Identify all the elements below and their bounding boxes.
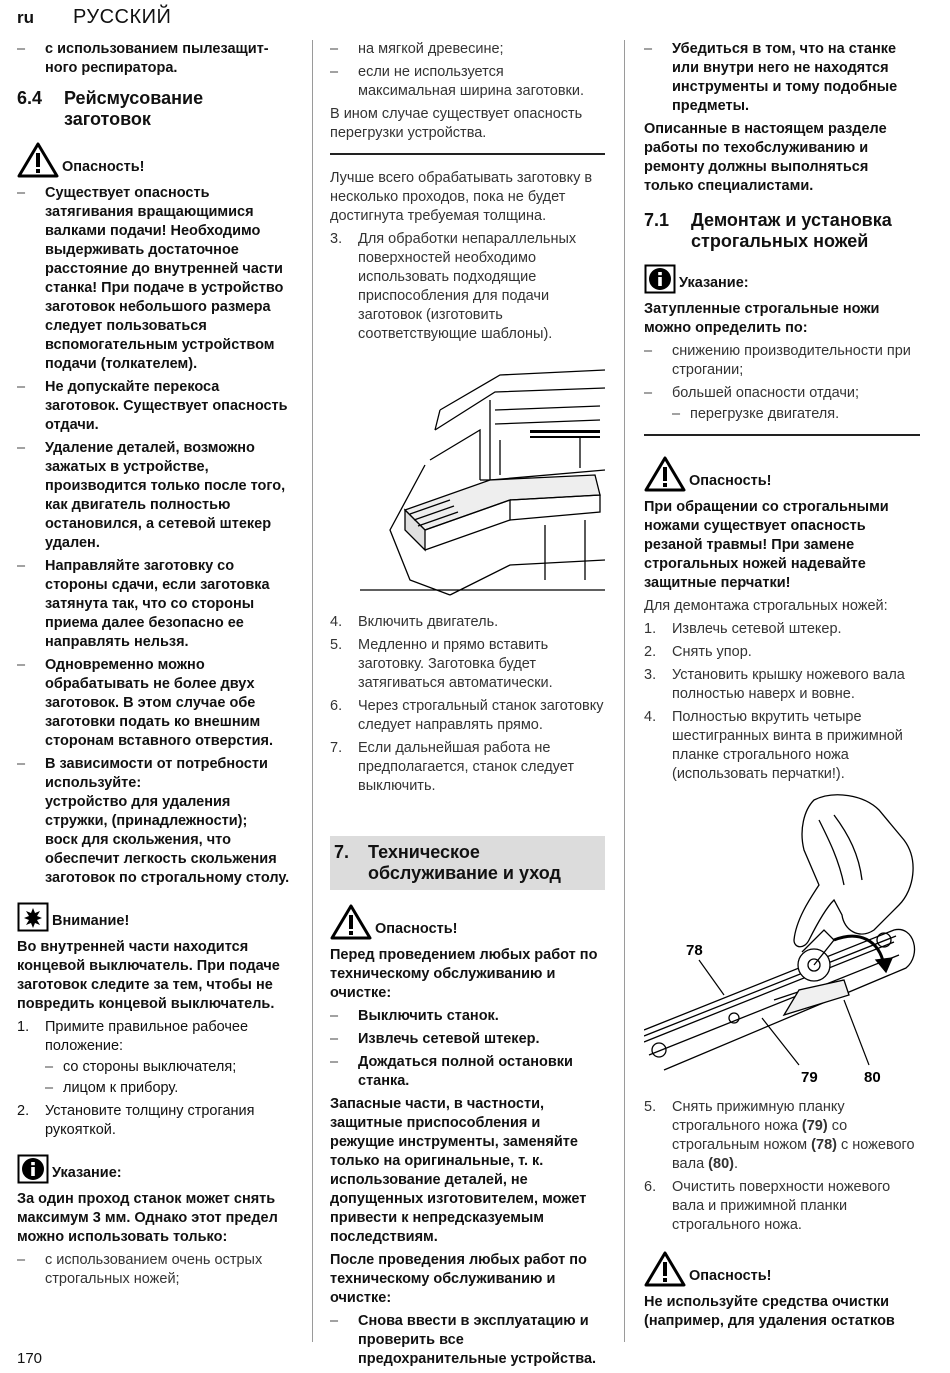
list-item: – Дождаться полной остановки станка. <box>330 1053 605 1091</box>
warning-triangle-icon <box>644 456 686 492</box>
step-item <box>17 1102 291 1140</box>
steps-list <box>330 230 605 344</box>
step-number: 2. <box>644 643 657 660</box>
best-practice-text: Лучше всего обрабатывать заготовку в несколько проходов, пока не будет достигнута требуемая толщина. <box>330 170 593 224</box>
planer-illustration <box>330 350 605 605</box>
after-service-list <box>330 1312 605 1369</box>
step-text: Через строгальный станок заготовку следует направлять прямо. <box>358 698 604 733</box>
danger-intro: Перед проведением любых работ по техническому обслуживанию и очистке: <box>330 947 598 1001</box>
list-item: – Извлечь сетевой штекер. <box>330 1030 605 1049</box>
column-divider <box>312 40 313 1342</box>
list-item <box>17 755 291 888</box>
list-item-line: устройство для удаления стружки, (принадлежности); <box>45 794 248 829</box>
danger-label: Опасность! <box>689 472 772 489</box>
section-title: Демонтаж и установка строгальных ножей <box>691 210 892 251</box>
step-item <box>644 708 920 784</box>
step-item <box>644 1098 920 1174</box>
list-item: – с использованием пылезащит-ного респиратора. <box>17 40 291 78</box>
list-item: – Выключить станок. <box>330 1007 605 1026</box>
warning-triangle-icon <box>644 1251 686 1287</box>
step-number: 2. <box>17 1103 30 1119</box>
list-item: – Снова ввести в эксплуатацию и проверить все предохранительные устройства. <box>330 1312 605 1369</box>
step-text: Снять прижимную планку строгального ножа <box>672 1098 845 1134</box>
step-item <box>17 1018 291 1098</box>
step-text: Если дальнейшая работа не предполагается, станок следует выключить. <box>358 740 574 794</box>
list-item: – Одновременно можно обрабатывать не более двух заготовок. В этом случае обе заготовки подать ко внешним сторонам вставного отверстия. <box>17 656 291 751</box>
sub-list <box>45 1058 291 1098</box>
list-item: – Убедиться в том, что на станке или внутри него не находятся инструменты и тому подобные предметы. <box>644 40 920 116</box>
step-number: 5. <box>644 1098 657 1115</box>
list-item: – Существует опасность затягивания вращающимися валками подачи! Необходимо выдерживать достаточное расстояние до внутренней части станка! При подаче в устройство заготовок небольшого размера следует пользоваться вспомогательным устройством подачи (толкателем). <box>17 184 291 374</box>
list-item: – если не используется максимальная ширина заготовки. <box>330 63 605 101</box>
list-item: – на мягкой древесине; <box>330 40 605 59</box>
column-right <box>644 40 920 1335</box>
spare-parts-text: Запасные части, в частности, защитные приспособления и режущие инструменты, заменяйте только на оригинальные, т. к. использование деталей, не допущенных изготовителем, может привести к непредсказуемым последствиям. <box>330 1096 587 1245</box>
list-item-lead: – В зависимости от потребности используйте: <box>45 756 268 791</box>
caution-icon <box>17 902 49 932</box>
step-item <box>644 620 920 639</box>
danger-notice <box>644 1251 920 1287</box>
danger-notice <box>330 904 605 940</box>
figure-label-79: 79 <box>801 1068 818 1086</box>
section-heading <box>644 210 920 252</box>
step-item <box>330 613 605 632</box>
steps-list <box>644 1098 920 1235</box>
danger-notice <box>644 456 920 492</box>
info-text: За один проход станок может снять максимум 3 мм. Однако этот предел можно использовать только: <box>17 1191 278 1245</box>
column-left <box>17 40 291 1293</box>
list-item-text: большей опасности отдачи; <box>672 385 860 401</box>
danger-list <box>330 1007 605 1091</box>
step-text: Включить двигатель. <box>358 614 499 630</box>
dash-list <box>17 40 291 78</box>
step-number: 4. <box>330 614 343 630</box>
step-text: Снять упор. <box>672 643 752 660</box>
column-divider <box>624 40 625 1342</box>
step-item <box>644 666 920 704</box>
step-text: Извлечь сетевой штекер. <box>672 620 842 637</box>
step-number: 7. <box>330 740 343 756</box>
step-text: Примите правильное рабочее положение: <box>45 1019 249 1054</box>
column-middle <box>330 40 605 1373</box>
caution-label: Внимание! <box>52 913 130 929</box>
step-number: 6. <box>644 1178 657 1195</box>
step-number: 4. <box>644 708 657 725</box>
step-text: Установите толщину строгания рукояткой. <box>45 1103 255 1138</box>
danger-text: Не используйте средства очистки (например, для удаления остатков <box>644 1293 895 1329</box>
section-heading <box>17 88 291 130</box>
dash-list <box>330 40 605 101</box>
dash-list <box>644 40 920 116</box>
list-item: – снижению производительности при строгании; <box>644 342 920 380</box>
section-number: 7. <box>334 842 350 862</box>
divider <box>644 434 920 436</box>
info-icon <box>17 1154 49 1184</box>
list-item: – Не допускайте перекоса заготовок. Существует опасность отдачи. <box>17 378 291 435</box>
list-item: – Направляйте заготовку со стороны сдачи, если заготовка затянута так, что со стороны приема далее безопасно ее направлять нельзя. <box>17 557 291 652</box>
knife-shaft-illustration <box>644 790 920 1090</box>
step-item <box>330 739 605 796</box>
danger-label: Опасность! <box>689 1267 772 1284</box>
caution-notice <box>17 902 291 932</box>
overload-text: В ином случае существует опасность перегрузки устройства. <box>330 106 583 141</box>
section-title: Техническое обслуживание и уход <box>368 842 561 883</box>
step-item <box>644 643 920 662</box>
figure-label-78: 78 <box>686 941 703 959</box>
specialists-text: Описанные в настоящем разделе работы по техобслуживанию и ремонту должны выполняться только специалистами. <box>644 121 887 194</box>
sub-item: – лицом к прибору. <box>45 1079 291 1098</box>
step-number: 1. <box>17 1019 30 1035</box>
danger-label: Опасность! <box>62 159 145 175</box>
after-service-text: После проведения любых работ по техническому обслуживанию и очистке: <box>330 1252 587 1306</box>
info-text: Затупленные строгальные ножи можно определить по: <box>644 301 880 336</box>
warning-triangle-icon <box>17 142 59 178</box>
section-number: 6.4 <box>17 88 43 108</box>
info-list <box>644 342 920 424</box>
step-text: Очистить поверхности ножевого вала и прижимной планки строгального ножа. <box>672 1178 891 1233</box>
danger-list <box>17 184 291 888</box>
danger-notice <box>17 142 291 178</box>
step-number: 3. <box>644 666 657 683</box>
section-title: Рейсмусование заготовок <box>64 88 204 129</box>
info-list <box>17 1251 291 1289</box>
figure-label-80: 80 <box>864 1068 881 1086</box>
steps-list <box>330 613 605 796</box>
info-notice <box>644 264 920 294</box>
step-text: со строгальным ножом <box>672 1117 848 1153</box>
danger-label: Опасность! <box>375 921 458 937</box>
sub-item: – со стороны выключателя; <box>45 1058 291 1077</box>
sub-item: – перегрузке двигателя. <box>672 405 920 424</box>
step-text: Для обработки непараллельных поверхностей необходимо использовать подходящие приспособления для подачи заготовок (изготовить соответствующие шаблоны). <box>358 231 577 342</box>
planer-figure <box>330 350 605 605</box>
step-number: 5. <box>330 637 343 653</box>
step-text: Полностью вкрутить четыре шестигранных винта в прижимной планке строгального ножа (использовать перчатки!). <box>672 708 903 782</box>
list-item-line: воск для скольжения, что обеспечит легкость скольжения заготовок по строгальному столу. <box>45 832 290 886</box>
language-code: ru <box>17 8 34 27</box>
step-number: 1. <box>644 620 657 637</box>
steps-list <box>17 1018 291 1140</box>
list-item: – Удаление деталей, возможно зажатых в устройстве, производится только после того, как двигатель полностью остановился, а сетевой штекер удален. <box>17 439 291 553</box>
info-label: Указание: <box>52 1165 122 1181</box>
info-label: Указание: <box>679 275 749 291</box>
part-ref: (79) <box>801 1117 828 1134</box>
step-text: с ножевого вала <box>672 1136 915 1172</box>
step-number: 6. <box>330 698 343 714</box>
part-ref: (78) <box>811 1136 837 1153</box>
info-icon <box>644 264 676 294</box>
step-item <box>330 636 605 693</box>
step-text: Установить крышку ножевого вала полностью наверх и вовне. <box>672 666 905 702</box>
part-ref: (80) <box>708 1155 734 1172</box>
sub-list <box>672 405 920 424</box>
caution-text: Во внутренней части находится концевой выключатель. При подаче заготовок следите за тем, чтобы не повредить концевой выключатель. <box>17 939 280 1012</box>
dismount-intro: Для демонтажа строгальных ножей: <box>644 597 888 614</box>
danger-text: При обращении со строгальными ножами существует опасность резаной травмы! При замене строгальных ножей надевайте защитные перчатки! <box>644 498 889 591</box>
knife-figure <box>644 790 920 1090</box>
step-text: Медленно и прямо вставить заготовку. Заготовка будет затягиваться автоматически. <box>358 637 553 691</box>
steps-list <box>644 620 920 784</box>
step-item <box>330 697 605 735</box>
step-item <box>330 230 605 344</box>
warning-triangle-icon <box>330 904 372 940</box>
language-title: РУССКИЙ <box>73 6 172 28</box>
section-number: 7.1 <box>644 210 670 230</box>
list-item: – с использованием очень острых строгальных ножей; <box>17 1251 291 1289</box>
page-number: 170 <box>17 1350 43 1367</box>
list-item <box>644 384 920 424</box>
divider <box>330 153 605 155</box>
step-text: . <box>733 1155 738 1172</box>
info-notice <box>17 1154 291 1184</box>
step-item <box>644 1178 920 1235</box>
step-number: 3. <box>330 231 343 247</box>
section-heading <box>330 836 605 890</box>
